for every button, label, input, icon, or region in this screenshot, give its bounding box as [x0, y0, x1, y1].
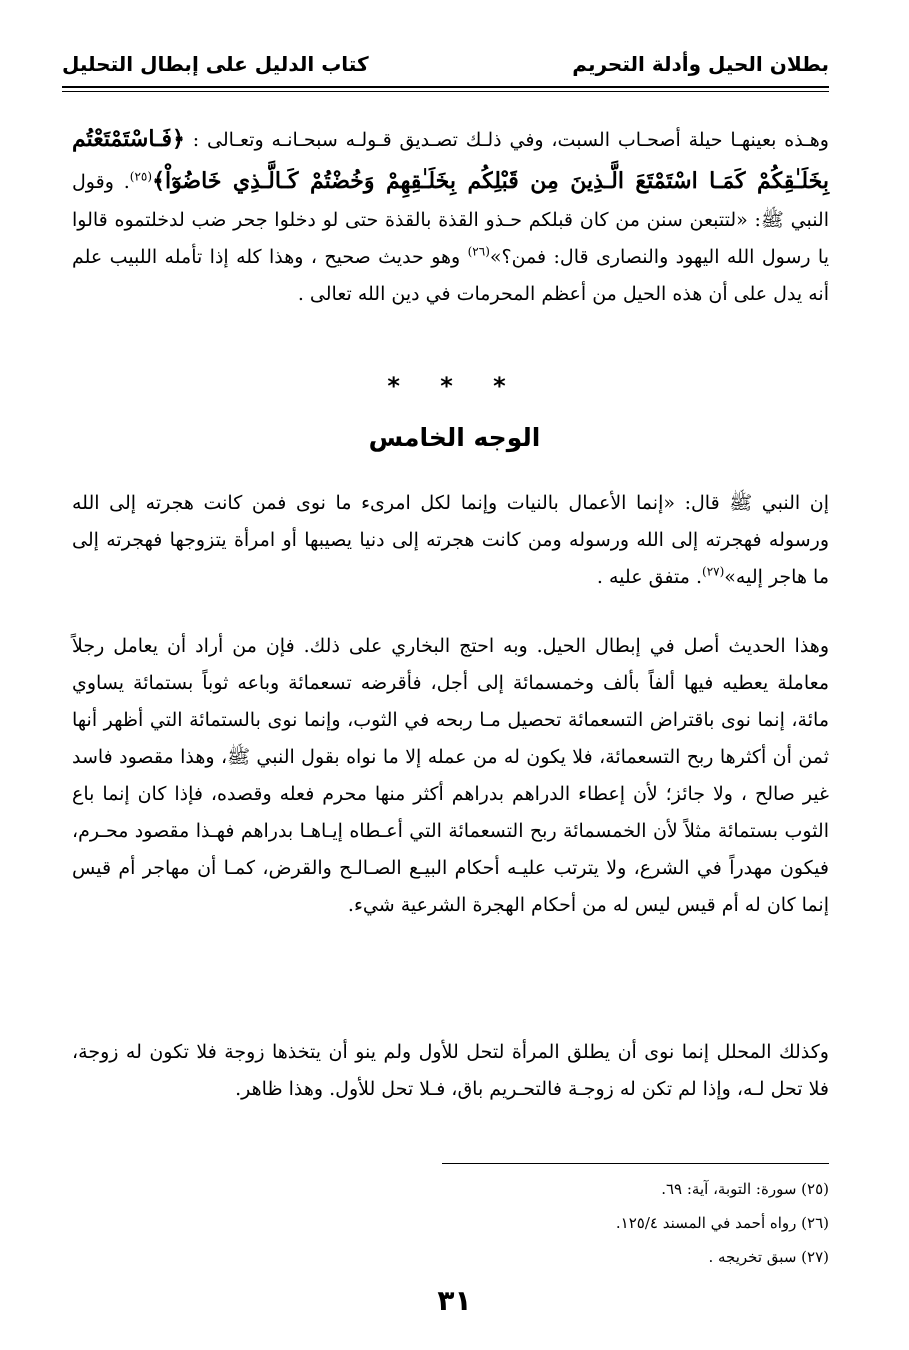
hadith-text: . وقول النبي ﷺ: «لتتبعن سنن من كان قبلكم حـذو القذة بالقذة حتى لو دخلوا جحر ضب لدخلتموه قالوا يا رسول الله اليهود والنصارى قال: فمن؟» [72, 171, 830, 268]
header-book-section-title: بطلان الحيل وأدلة التحريم [572, 52, 829, 76]
section-separator: * * * [387, 372, 522, 400]
running-header [62, 48, 829, 84]
paragraph-loan-trick-text: وهذا الحديث أصل في إبطال الحيل. وبه احتج البخاري على ذلك. فإن من أراد أن يعامل رجلاً معاملة يعطيه فيها ألفاً بألف وخمسمائة إلى أجل، فأقرضه تسعمائة وباعه ثوباً بستمائة يساوي مائة، إنما نوى باقتراض التسعمائة تحصيل مـا ربحه في الثوب، وإنما نوى بالستمائة التي أظهر أنها ثمن أن أكثرها ربح التسعمائة، فلا يكون له من عمله إلا ما نواه بقول النبي ﷺ، وهذا مقصود فاسد غير صالح ، ولا جائز؛ لأن إعطاء الدراهم بدراهم أكثر منها محرم فعله وقصده، فإذا كان إنما باع الثوب بستمائة مثلاً لأن الخمسمائة ربح التسعمائة التي أعـطاه إيـاهـا بدراهم فهـذا مقصود محـرم، فيكون مهدراً في الشرع، ولا يترتب عليـه أحكام البيـع الصـالـح والقرض، كمـا أن مهاجر أم قيس إنما كان له أم قيس ليس له من أحكام الهجرة الشرعية شيء. [72, 635, 829, 916]
paragraph-intro-text: وهـذه بعينهـا حيلة أصحـاب السبت، وفي ذلـك تصـديق قـولـه سبحـانـه وتعـالى : [192, 129, 829, 151]
footnote-divider [442, 1163, 829, 1164]
footnote-ref-26: (٢٦) [467, 244, 490, 259]
footnote-26: (٢٦) رواه أحمد في المسند ١٢٥/٤. [615, 1214, 829, 1232]
page-number: ٣١ [437, 1284, 472, 1317]
header-book-title: كتاب الدليل على إبطال التحليل [62, 52, 369, 76]
paragraph-muhallil [72, 1034, 829, 1108]
footnote-ref-27: (٢٧) [702, 564, 725, 579]
footnote-25: (٢٥) سورة: التوبة، آية: ٦٩. [661, 1180, 829, 1198]
footnote-27: (٢٧) سبق تخريجه . [708, 1248, 829, 1266]
paragraph-conclusion: وهو حديث صحيح ، وهذا كله إذا تأمله اللبيب علم أنه يدل على أن هذه الحيل من أعظم المحرمات في دين الله تعالى . [72, 246, 829, 305]
paragraph-sabbath-trick [72, 118, 829, 313]
paragraph-muhallil-text: وكذلك المحلل إنما نوى أن يطلق المرأة لتحل للأول ولم ينو أن يتخذها زوجة فلا تكون له زوجة، فلا تحل لـه، وإذا لم تكن له زوجـة فالتحـريم باق، فـلا تحل للأول. وهذا ظاهر. [72, 1041, 829, 1100]
paragraph-intentions-hadith [72, 485, 829, 596]
header-rule-thin [62, 91, 829, 92]
paragraph-loan-trick [72, 628, 829, 924]
hadith-intentions-text: إن النبي ﷺ قال: «إنما الأعمال بالنيات وإنما لكل امرىء ما نوى فمن كانت هجرته إلى الله ورسوله فهجرته إلى الله ورسوله ومن كانت هجرته إلى دنيا يصيبها أو امرأة يتزوجها فهجرته إلى ما هاجر إليه» [72, 492, 829, 588]
header-rule-thick [62, 86, 829, 88]
quran-verse: ﴿فَـاسْتَمْتَعْتُم بِخَلَـٰقِكُمْ كَمَـا اسْتَمْتَعَ الَّـذِينَ مِن قَبْلِكُم بِخَلَـٰقِهِمْ وَخُضْتُمْ كَـالَّـذِي خَاضُوٓاْ﴾ [72, 126, 829, 194]
footnote-ref-25: (٢٥) [129, 169, 153, 184]
section-title: الوجه الخامس [368, 423, 541, 452]
footnotes [300, 1172, 829, 1274]
hadith-grading: . متفق عليه . [596, 566, 703, 588]
